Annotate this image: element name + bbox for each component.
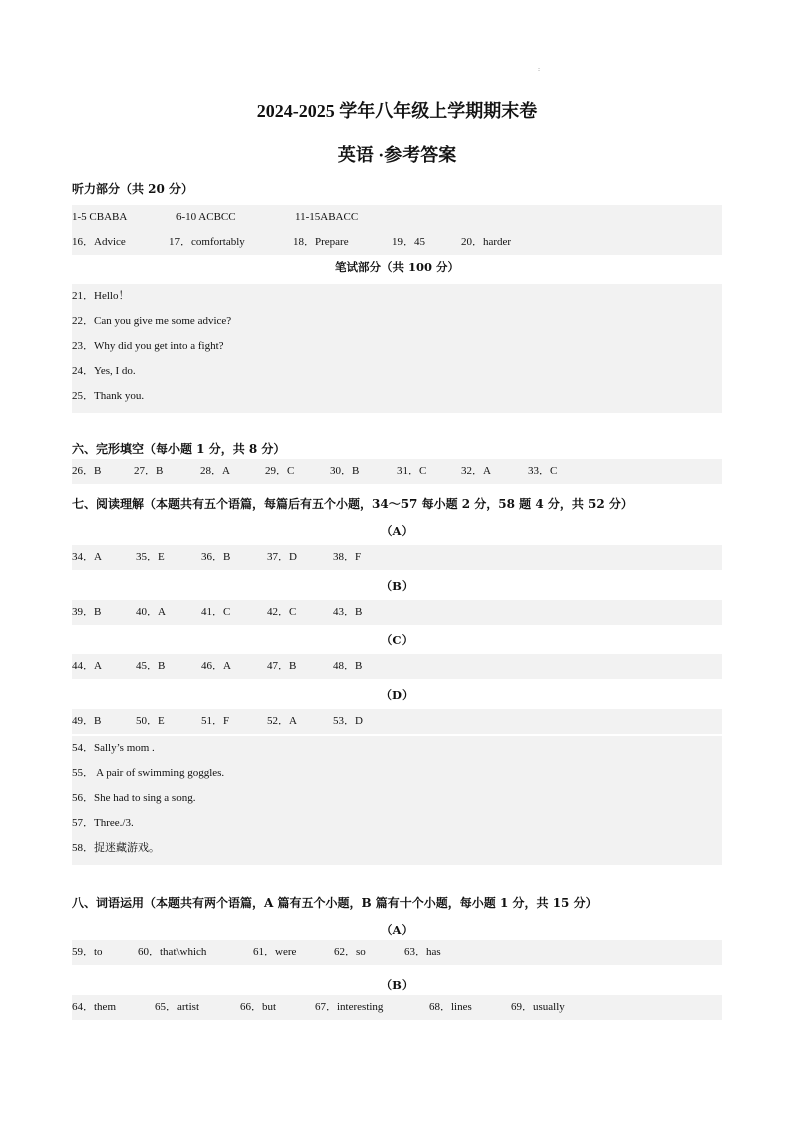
answer-item: 31．C <box>397 465 427 477</box>
answer-item: 63．has <box>404 946 441 958</box>
answer-item: 38．F <box>333 551 362 563</box>
vocab-row <box>72 995 722 1020</box>
answer-item: 27．B <box>134 465 164 477</box>
answer-item: 61．were <box>253 946 297 958</box>
answer-item: 50．E <box>136 715 165 727</box>
answer-item: 52．A <box>267 715 297 727</box>
vocab-a-label: （A） <box>381 923 413 937</box>
reading-e-line: 54．Sally’s mom . <box>72 742 155 754</box>
answer-item: 1-5 CBABA <box>72 211 128 223</box>
answer-item: 36．B <box>201 551 231 563</box>
answer-item: 32．A <box>461 465 491 477</box>
answer-item: 16．Advice <box>72 236 126 248</box>
answer-item: 26．B <box>72 465 102 477</box>
answer-item: 68．lines <box>429 1001 472 1013</box>
answer-item: 60．that\which <box>138 946 207 958</box>
page-title: 2024-2025 学年八年级上学期期末卷 <box>256 101 538 121</box>
reading-row <box>72 600 722 625</box>
answer-item: 42．C <box>267 606 297 618</box>
reading-e-line: 57．Three./3. <box>72 817 134 829</box>
listening-row-2 <box>72 230 722 255</box>
answer-item: 30．B <box>330 465 360 477</box>
answer-item: 18．Prepare <box>293 236 349 248</box>
answer-item: 37．D <box>267 551 297 563</box>
answer-item: 45．B <box>136 660 166 672</box>
written-line: 25．Thank you. <box>72 390 145 402</box>
reading-b-answers <box>72 600 722 625</box>
reading-c-label: （C） <box>380 633 414 647</box>
reading-d-answers <box>72 709 722 865</box>
reading-c-answers <box>72 654 722 679</box>
answer-item: 29．C <box>265 465 295 477</box>
reading-row <box>72 654 722 679</box>
cloze-heading: 六、完形填空（每小题 1 分，共 8 分） <box>72 442 286 456</box>
corner-mark: : <box>538 66 541 73</box>
answer-item: 11-15ABACC <box>295 211 359 223</box>
cloze-answers <box>72 459 722 484</box>
answer-item: 66．but <box>240 1001 277 1013</box>
reading-e-line: 56．She had to sing a song. <box>72 792 196 804</box>
reading-e-line: 58．捉迷藏游戏。 <box>72 842 160 854</box>
answer-item: 65．artist <box>155 1001 199 1013</box>
listening-answers <box>72 205 722 255</box>
cloze-row <box>72 459 722 484</box>
answer-item: 33．C <box>528 465 558 477</box>
written-line: 24．Yes, I do. <box>72 365 136 377</box>
answer-item: 43．B <box>333 606 363 618</box>
answer-item: 20．harder <box>461 236 512 248</box>
reading-e-line: 55． A pair of swimming goggles. <box>72 767 225 779</box>
vocab-b-answers <box>72 995 722 1020</box>
answer-item: 17．comfortably <box>169 236 245 248</box>
answer-item: 46．A <box>201 660 231 672</box>
answer-item: 44．A <box>72 660 102 672</box>
reading-a-label: （A） <box>381 524 413 538</box>
answer-item: 53．D <box>333 715 363 727</box>
page-subtitle: 英语 ·参考答案 <box>337 145 457 165</box>
answer-item: 69．usually <box>511 1001 565 1013</box>
reading-a-answers <box>72 545 722 570</box>
answer-item: 41．C <box>201 606 231 618</box>
vocab-row <box>72 940 722 965</box>
vocab-heading: 八、词语运用（本题共有两个语篇，A 篇有五个小题，B 篇有十个小题，每小题 1 分，共 15 分） <box>72 896 598 910</box>
reading-row <box>72 545 722 570</box>
written-heading: 笔试部分（共 100 分） <box>334 260 459 274</box>
answer-item: 35．E <box>136 551 165 563</box>
vocab-b-label: （B） <box>380 978 414 992</box>
answer-item: 48．B <box>333 660 363 672</box>
answer-item: 67．interesting <box>315 1001 384 1013</box>
answer-item: 62．so <box>334 946 366 958</box>
answer-item: 34．A <box>72 551 102 563</box>
answer-item: 19．45 <box>392 236 425 248</box>
reading-b-label: （B） <box>380 579 414 593</box>
listening-row-1 <box>72 205 722 230</box>
answer-item: 28．A <box>200 465 230 477</box>
answer-item: 47．B <box>267 660 297 672</box>
written-line: 23．Why did you get into a fight? <box>72 340 224 352</box>
reading-heading: 七、阅读理解（本题共有五个语篇，每篇后有五个小题，34～57 每小题 2 分，58 题 4 分，共 52 分） <box>72 497 633 511</box>
written-line: 21．Hello！ <box>72 290 130 302</box>
answer-item: 59．to <box>72 946 103 958</box>
reading-d-label: （D） <box>380 688 414 702</box>
answer-item: 39．B <box>72 606 102 618</box>
written-answers <box>72 284 722 413</box>
listening-heading: 听力部分（共 20 分） <box>72 182 194 196</box>
written-line: 22．Can you give me some advice? <box>72 315 232 327</box>
answer-item: 49．B <box>72 715 102 727</box>
answer-item: 51．F <box>201 715 230 727</box>
answer-item: 40．A <box>136 606 166 618</box>
reading-row <box>72 709 722 734</box>
answer-item: 64．them <box>72 1001 116 1013</box>
vocab-a-answers <box>72 940 722 965</box>
answer-item: 6-10 ACBCC <box>176 211 236 223</box>
